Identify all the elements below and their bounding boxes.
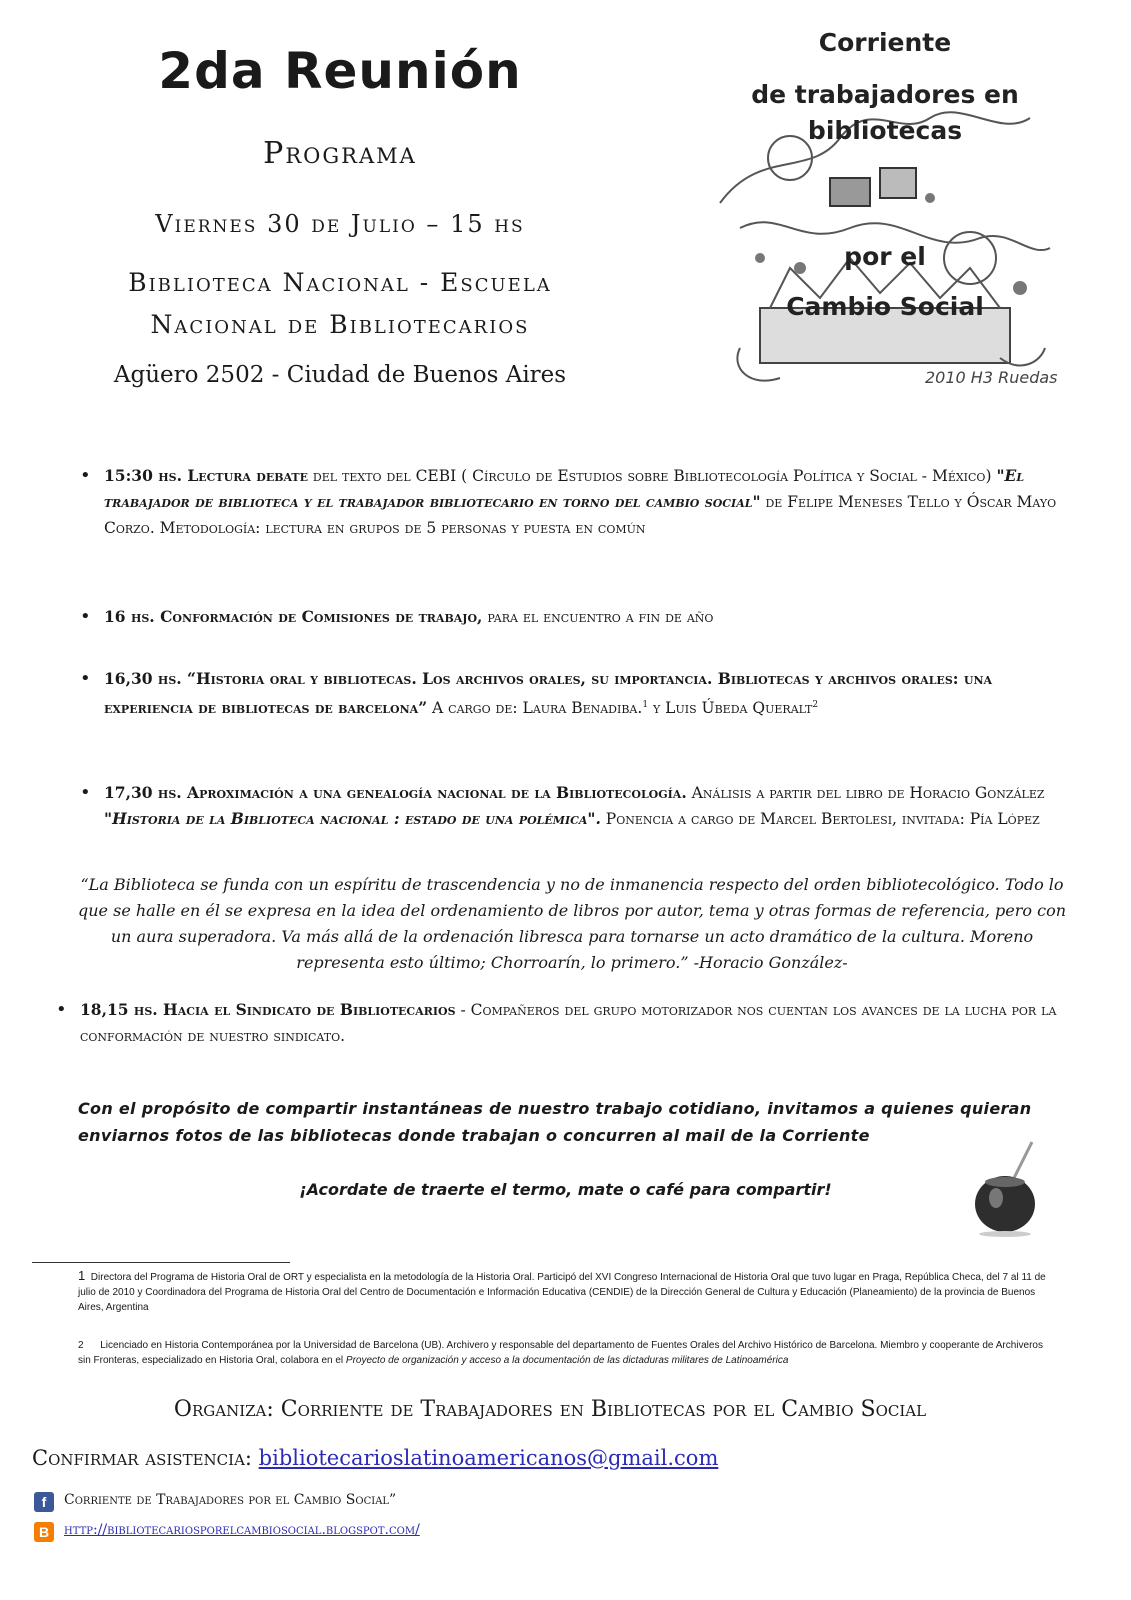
agenda-time-1: 15:30 hs. Lectura debate (104, 466, 308, 485)
agenda-desc-4b: Ponencia a cargo de Marcel Bertolesi, invitada: Pía López (600, 810, 1040, 828)
logo-signature: 2010 H3 Ruedas (925, 368, 1058, 387)
email-link[interactable]: bibliotecarioslatinoamericanos@gmail.com (258, 1446, 719, 1470)
agenda-desc-3: A cargo de: Laura Benadiba. (427, 699, 643, 718)
bullet-icon: • (80, 782, 91, 803)
corriente-logo (700, 28, 1070, 408)
photo-invitation: Con el propósito de compartir instantáneas de nuestro trabajo cotidiano, invitamos a quienes quieran enviarnos fotos de las bibliotecas donde trabajan o concurren al mail de la Corriente (78, 1099, 1032, 1145)
footnote-divider (32, 1262, 290, 1263)
footnote-number: 1 (78, 1268, 86, 1283)
agenda-item-5 (80, 997, 1060, 1049)
bullet-icon: • (80, 465, 91, 486)
venue-address: Agüero 2502 - Ciudad de Buenos Aires (113, 362, 567, 388)
page-title: 2da Reunión (158, 42, 522, 100)
venue-line-2: Nacional de Bibliotecarios (150, 310, 530, 339)
quote: “La Biblioteca se funda con un espíritu de trascendencia y no de inmanencia respecto del orden bibliotecológico. Todo lo que se halle en él se expresa en la idea del ordenamiento de libros por autor, tema y otras formas de referencia, pero con un aura superadora. Va más allá de la ordenación libresca para tornarse un acto dramático de la cultura. Moreno representa esto último; Chorroarín, lo primero.” -Horacio González- (78, 875, 1066, 972)
agenda-desc-1: del texto del CEBI ( Círculo de Estudios sobre Bibliotecología Política y Social - México) (308, 467, 997, 485)
agenda-desc-3b: y Luis Úbeda Queralt (648, 699, 813, 718)
agenda-title-4: "Historia de la Biblioteca nacional : estado de una polémica". (104, 809, 601, 828)
blogger-icon[interactable]: B (34, 1522, 54, 1542)
footnote-text: Directora del Programa de Historia Oral de ORT y especialista en la metodología de la Historia Oral. Participó del XVI Congreso Internacional de Historia Oral que tuvo lugar en Praga, República Checa, del 7 al 11 de julio de 2010 y Coordinadora del Programa de Historia Oral del Centro de Documentación e Información Educativa (CENDIE) de la Dirección General de Cultura y Educación (Planeamiento) de la provincia de Buenos Aires, Argentina (78, 1272, 1046, 1313)
logo-text-5: Cambio Social (786, 292, 984, 321)
agenda-item-2 (104, 604, 1064, 630)
facebook-link[interactable]: Corriente de Trabajadores por el Cambio Social” (64, 1492, 397, 1508)
confirm-label: Confirmar asistencia: (32, 1446, 259, 1470)
bullet-icon: • (80, 668, 91, 689)
logo-text-1: Corriente (818, 28, 952, 57)
footnote-2 (78, 1338, 1048, 1368)
agenda-time-3: 16,30 hs. “Historia oral y bibliotecas. Los archivos orales, su importancia. Bibliotecas y archivos orales: una experiencia de bibliotecas de barcelona” (104, 669, 993, 718)
bullet-icon: • (80, 606, 91, 627)
bullet-icon: • (56, 999, 67, 1020)
agenda-time-4: 17,30 hs. Aproximación a una genealogía nacional de la Bibliotecología. (104, 783, 687, 802)
agenda-item-4 (104, 780, 1064, 832)
event-date: Viernes 30 de Julio – 15 hs (155, 210, 525, 238)
agenda-desc-2: para el encuentro a fin de año (482, 608, 714, 626)
agenda-time-5: 18,15 hs. Hacia el Sindicato de Bibliotecarios (80, 1000, 456, 1019)
footnote-number: 2 (78, 1340, 84, 1351)
footnote-ref-2: 2 (812, 700, 819, 710)
logo-text-4: por el (844, 242, 926, 271)
blog-link[interactable]: http://bibliotecariosporelcambiosocial.blogspot.com/ (64, 1522, 420, 1538)
agenda-time-2: 16 hs. Conformación de Comisiones de trabajo, (104, 607, 483, 626)
program-heading: Programa (263, 136, 417, 171)
footnote-ref-1: 1 (642, 700, 649, 710)
logo-text-3: bibliotecas (807, 116, 963, 145)
footnote-1 (78, 1268, 1048, 1315)
agenda-item-3 (104, 666, 1064, 721)
footnote-italic: Proyecto de organización y acceso a la documentación de las dictaduras militares de Latinoamérica (345, 1355, 789, 1366)
venue-line-1: Biblioteca Nacional - Escuela (128, 268, 552, 297)
facebook-icon[interactable]: f (34, 1492, 54, 1512)
agenda-desc-4: Análisis a partir del libro de Horacio González (686, 784, 1045, 802)
agenda-item-1 (104, 463, 1064, 541)
agenda-title-1: "El trabajador de biblioteca y el trabajador bibliotecario en torno del cambio social" (104, 466, 1025, 511)
agenda-desc-5: - Compañeros del grupo motorizador nos cuentan los avances de la lucha por la conformación de nuestro sindicato. (80, 1001, 1057, 1045)
mate-icon (970, 1138, 1040, 1238)
mate-reminder: ¡Acordate de traerte el termo, mate o café para compartir! (299, 1180, 832, 1199)
logo-text-2: de trabajadores en (751, 80, 1019, 109)
organizer-line: Organiza: Corriente de Trabajadores en Bibliotecas por el Cambio Social (173, 1397, 927, 1422)
agenda-desc-1b: de Felipe Meneses Tello y Óscar Mayo Corzo. Metodología: lectura en grupos de 5 personas y puesta en común (104, 493, 1057, 537)
footnote-text: Licenciado en Historia Contemporánea por la Universidad de Barcelona (UB). Archivero y responsable del departamento de Fuentes Orales del Archivo Histórico de Barcelona. Miembro y cooperante de Archiveros sin Fronteras, especializado en Historia Oral, colabora en el (78, 1340, 1043, 1366)
confirm-line (32, 1446, 932, 1470)
